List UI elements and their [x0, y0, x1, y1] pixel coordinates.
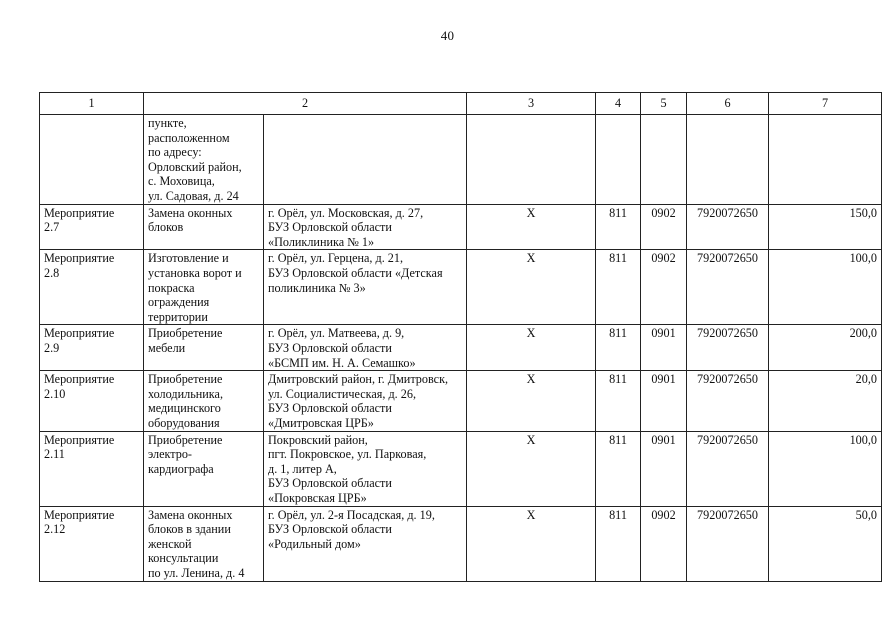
page-number: 40 — [440, 28, 455, 43]
col6-cell: 7920072650 — [687, 250, 769, 325]
col3-cell: Х — [467, 371, 596, 431]
col5-cell: 0901 — [641, 431, 687, 506]
col6-cell — [687, 115, 769, 205]
col6-cell: 7920072650 — [687, 371, 769, 431]
event-cell: Мероприятие 2.8 — [40, 250, 144, 325]
address-cell: г. Орёл, ул. 2-я Посадская, д. 19, БУЗ Орловской области «Родильный дом» — [264, 506, 467, 581]
address-cell: г. Орёл, ул. Московская, д. 27, БУЗ Орловской области «Поликлиника № 1» — [264, 204, 467, 250]
event-cell: Мероприятие 2.12 — [40, 506, 144, 581]
col6-cell: 7920072650 — [687, 204, 769, 250]
col4-cell: 811 — [596, 325, 641, 371]
event-name-cell: Приобретение электро- кардиографа — [144, 431, 264, 506]
address-cell: Дмитровский район, г. Дмитровск, ул. Социалистическая, д. 26, БУЗ Орловской области «Дмитровская ЦРБ» — [264, 371, 467, 431]
amount-cell: 200,0 — [769, 325, 882, 371]
table-row — [40, 431, 882, 506]
table-row — [40, 371, 882, 431]
event-name-cell: пункте, расположенном по адресу: Орловский район, с. Моховица, ул. Садовая, д. 24 — [144, 115, 264, 205]
amount-cell: 50,0 — [769, 506, 882, 581]
event-cell: Мероприятие 2.9 — [40, 325, 144, 371]
header-col-4: 4 — [596, 93, 641, 115]
amount-cell: 20,0 — [769, 371, 882, 431]
col3-cell: Х — [467, 431, 596, 506]
col5-cell: 0902 — [641, 506, 687, 581]
header-col-3: 3 — [467, 93, 596, 115]
header-col-1: 1 — [40, 93, 144, 115]
col6-cell: 7920072650 — [687, 325, 769, 371]
budget-table — [39, 92, 882, 582]
event-name-cell: Приобретение холодильника, медицинского оборудования — [144, 371, 264, 431]
table-row — [40, 204, 882, 250]
col4-cell: 811 — [596, 506, 641, 581]
col5-cell: 0901 — [641, 371, 687, 431]
col3-cell — [467, 115, 596, 205]
col4-cell — [596, 115, 641, 205]
table-row — [40, 325, 882, 371]
event-name-cell: Приобретение мебели — [144, 325, 264, 371]
col4-cell: 811 — [596, 371, 641, 431]
col3-cell: Х — [467, 506, 596, 581]
col5-cell: 0902 — [641, 250, 687, 325]
header-row — [40, 93, 882, 115]
table-row — [40, 250, 882, 325]
event-name-cell: Замена оконных блоков в здании женской консультации по ул. Ленина, д. 4 — [144, 506, 264, 581]
col4-cell: 811 — [596, 431, 641, 506]
amount-cell — [769, 115, 882, 205]
table-row — [40, 115, 882, 205]
event-name-cell: Изготовление и установка ворот и покраска ограждения территории — [144, 250, 264, 325]
col6-cell: 7920072650 — [687, 506, 769, 581]
event-cell: Мероприятие 2.7 — [40, 204, 144, 250]
amount-cell: 100,0 — [769, 431, 882, 506]
header-col-6: 6 — [687, 93, 769, 115]
address-cell — [264, 115, 467, 205]
event-cell: Мероприятие 2.10 — [40, 371, 144, 431]
event-cell — [40, 115, 144, 205]
address-cell: г. Орёл, ул. Герцена, д. 21, БУЗ Орловской области «Детская поликлиника № 3» — [264, 250, 467, 325]
col5-cell — [641, 115, 687, 205]
col4-cell: 811 — [596, 204, 641, 250]
address-cell: Покровский район, пгт. Покровское, ул. Парковая, д. 1, литер А, БУЗ Орловской области «Покровская ЦРБ» — [264, 431, 467, 506]
amount-cell: 150,0 — [769, 204, 882, 250]
header-col-2: 2 — [144, 93, 467, 115]
col5-cell: 0901 — [641, 325, 687, 371]
table-row — [40, 506, 882, 581]
col6-cell: 7920072650 — [687, 431, 769, 506]
address-cell: г. Орёл, ул. Матвеева, д. 9, БУЗ Орловской области «БСМП им. Н. А. Семашко» — [264, 325, 467, 371]
col3-cell: Х — [467, 204, 596, 250]
header-col-5: 5 — [641, 93, 687, 115]
event-cell: Мероприятие 2.11 — [40, 431, 144, 506]
event-name-cell: Замена оконных блоков — [144, 204, 264, 250]
col3-cell: Х — [467, 325, 596, 371]
header-col-7: 7 — [769, 93, 882, 115]
amount-cell: 100,0 — [769, 250, 882, 325]
col3-cell: Х — [467, 250, 596, 325]
col5-cell: 0902 — [641, 204, 687, 250]
col4-cell: 811 — [596, 250, 641, 325]
